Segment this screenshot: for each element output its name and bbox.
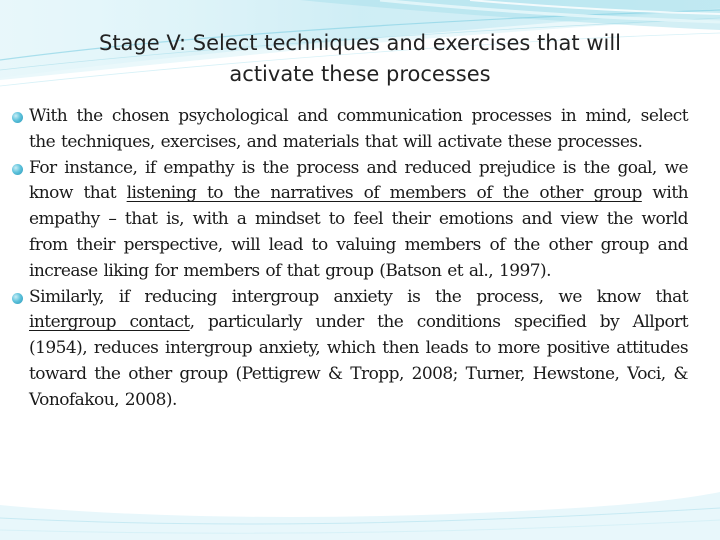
bullet-list (12, 104, 688, 414)
bullet-marker-icon (12, 164, 23, 175)
bullet-marker-icon (12, 112, 23, 123)
bullet-3-text-after: , particularly under the conditions specified by Allport (1954), reduces intergroup anxiety, which then leads to more positive attitudes toward the other group (Pettigrew & Tropp, 2008; Turner, Hewstone, Voci, & Vonofakou, 2008). (29, 312, 688, 410)
bullet-2-text-after: with empathy – that is, with a mindset to feel their emotions and view the world from their perspective, will lead to valuing members of the other group and increase liking for members of that group (Batson et al., 1997). (29, 183, 688, 281)
bullet-3-text-before: Similarly, if reducing intergroup anxiety is the process, we know that (29, 286, 688, 307)
bullet-item-3 (12, 285, 688, 414)
bullet-2-text-before: For instance, if empathy is the process and reduced prejudice is the goal, we know that (29, 157, 688, 204)
slide-title-line-2: activate these processes (229, 62, 491, 86)
slide-title-line-1: Stage V: Select techniques and exercises that will (98, 31, 622, 55)
bullet-3-underlined-text: intergroup contact (29, 312, 190, 333)
bullet-1-text: With the chosen psychological and communication processes in mind, select the techniques, exercises, and materials that will activate these processes. (29, 106, 688, 152)
bullet-item-2 (12, 156, 688, 285)
slide-title (60, 28, 660, 90)
bullet-2-underlined-text: listening to the narratives of members of the other group (126, 183, 642, 204)
bullet-marker-icon (12, 293, 23, 304)
bullet-item-1 (12, 104, 688, 156)
